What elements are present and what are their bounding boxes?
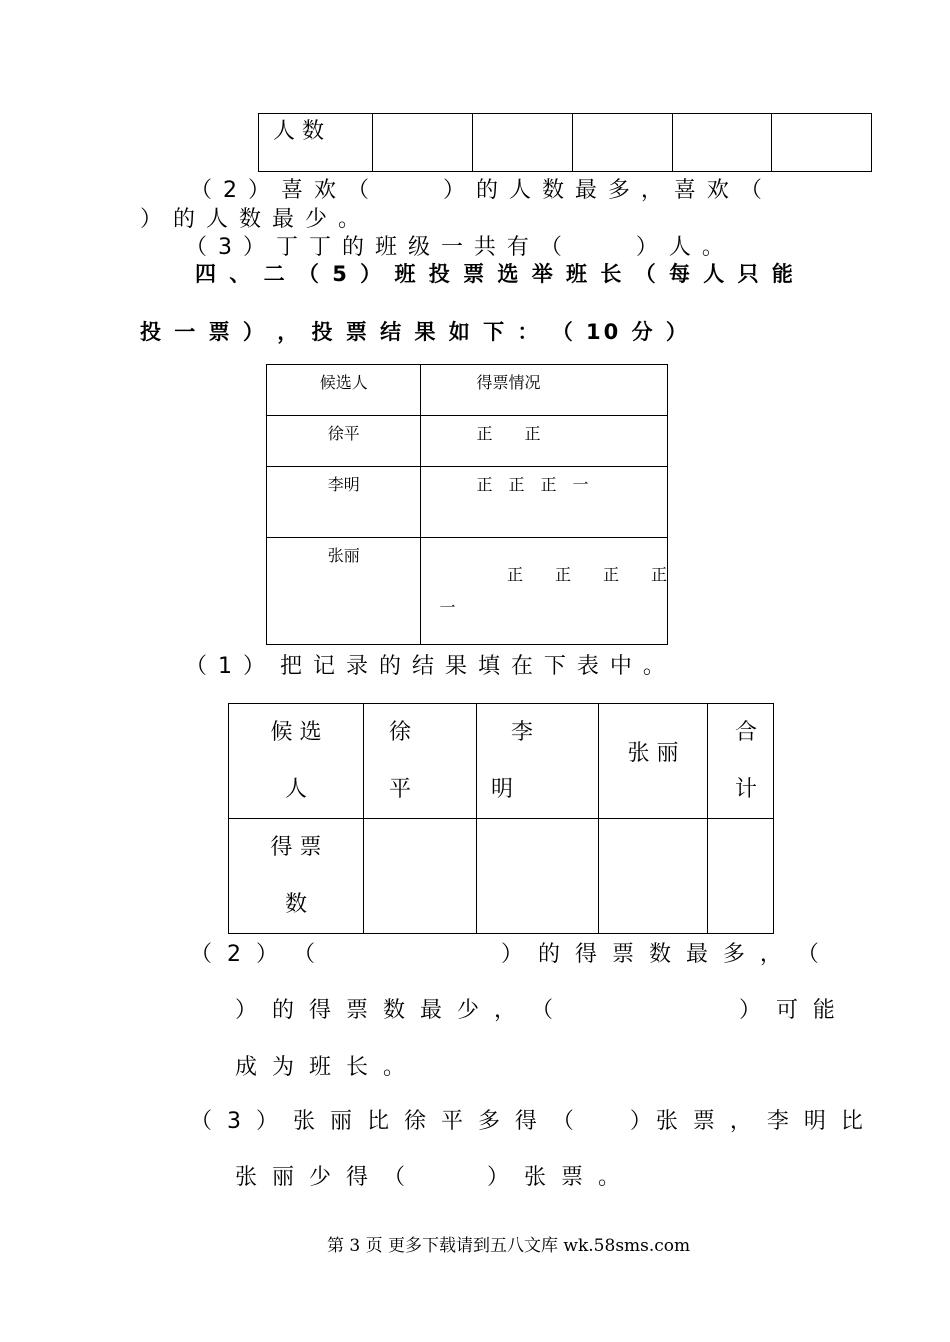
tally-cell: 正 正 正 正 一	[421, 538, 668, 645]
row-label-cell: 得 票 数	[229, 819, 364, 934]
section4-title-line1: 四 、 二 （ 5 ） 班 投 票 选 举 班 长 （ 每 人 只 能	[195, 262, 796, 286]
section4-q2-line2: ） 的 得 票 数 最 少 ， （ ） 可 能	[235, 998, 839, 1023]
vote-count-cell	[599, 819, 708, 934]
result-table	[228, 703, 774, 934]
column-header-cell: 合 计	[708, 704, 774, 819]
tally-cell: 正 正	[421, 416, 668, 467]
table-row	[267, 467, 668, 538]
section4-q3-line1: （ 3 ） 张 丽 比 徐 平 多 得 （ ）张 票 ， 李 明 比	[190, 1109, 867, 1134]
header-cell: 候选人	[267, 365, 421, 416]
section3-q2-line1: （ 2 ） 喜 欢 （ ） 的 人 数 最 多 ， 喜 欢 （	[190, 178, 764, 203]
section4-q2-line3: 成 为 班 长 。	[235, 1055, 409, 1080]
candidate-name: 徐平	[267, 416, 421, 467]
section3-q2-line2: ） 的 人 数 最 少 。	[140, 207, 362, 232]
section4-q3-line2: 张 丽 少 得 （ ） 张 票 。	[235, 1165, 624, 1190]
table-row	[267, 365, 668, 416]
count-cell	[772, 114, 872, 172]
vote-tally-table	[266, 364, 668, 645]
section4-q2-line1: （ 2 ） （ ） 的 得 票 数 最 多 ， （	[190, 942, 823, 967]
table-row	[267, 416, 668, 467]
column-header-cell: 李 明	[477, 704, 599, 819]
candidate-name: 张丽	[267, 538, 421, 645]
vote-count-cell	[477, 819, 599, 934]
vote-count-cell	[708, 819, 774, 934]
count-label-cell	[259, 114, 373, 172]
count-cell	[572, 114, 672, 172]
section4-title-line2: 投 一 票 ） ， 投 票 结 果 如 下 ： （ 10 分 ）	[140, 320, 690, 344]
section4-q1: （ 1 ） 把 记 录 的 结 果 填 在 下 表 中 。	[185, 654, 667, 679]
section3-q3: （ 3 ） 丁 丁 的 班 级 一 共 有 （ ） 人 。	[185, 235, 726, 260]
count-cell	[473, 114, 573, 172]
tally-extra: 一	[439, 598, 456, 617]
candidate-name: 李明	[267, 467, 421, 538]
vote-count-cell	[364, 819, 477, 934]
top-count-table	[258, 113, 872, 172]
count-cell	[672, 114, 772, 172]
tally-cell: 正 正 正 一	[421, 467, 668, 538]
header-label-cell: 候 选 人	[229, 704, 364, 819]
column-header-cell: 徐 平	[364, 704, 477, 819]
table-row	[229, 819, 774, 934]
table-row	[229, 704, 774, 819]
column-header-cell: 张 丽	[599, 704, 708, 819]
count-label: 人 数	[273, 119, 324, 144]
count-cell	[373, 114, 473, 172]
table-row	[267, 538, 668, 645]
page-footer: 第 3 页 更多下载请到五八文库 wk.58sms.com	[327, 1236, 691, 1256]
header-cell: 得票情况	[421, 365, 668, 416]
